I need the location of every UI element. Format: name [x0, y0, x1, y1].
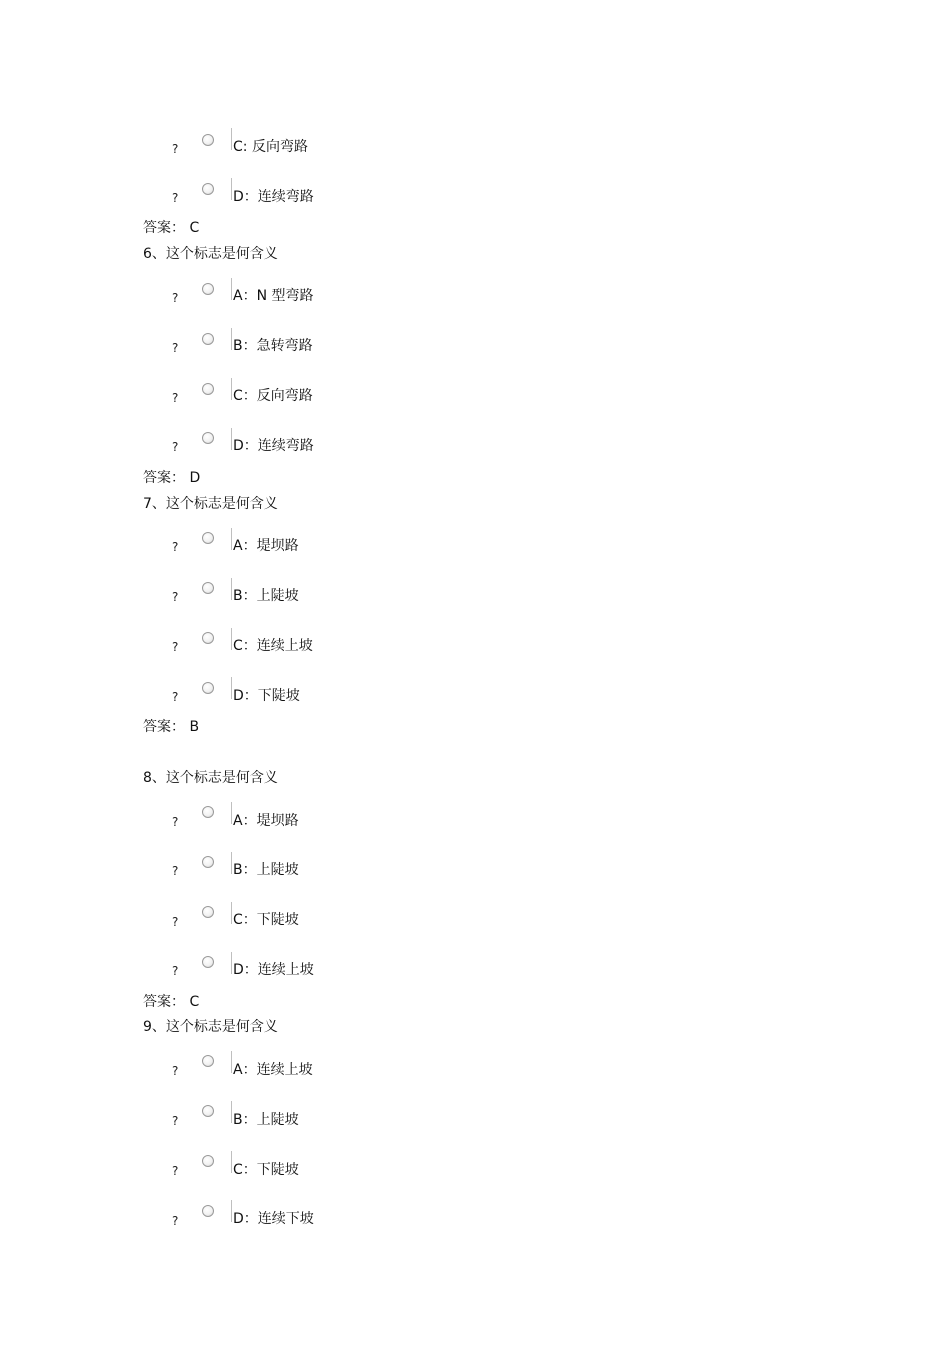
radio-button[interactable]	[202, 333, 214, 345]
option-label: D：连续上坡	[233, 962, 314, 978]
question-title: 6、这个标志是何含义	[143, 246, 278, 262]
radio-button[interactable]	[202, 432, 214, 444]
radio-button[interactable]	[202, 183, 214, 195]
option-label: A：N 型弯路	[233, 288, 314, 304]
question-title: 9、这个标志是何含义	[143, 1019, 278, 1035]
radio-button[interactable]	[202, 582, 214, 594]
option-divider	[231, 328, 232, 350]
radio-button[interactable]	[202, 1205, 214, 1217]
option-label: D：连续弯路	[233, 438, 314, 454]
option-bullet: ?	[172, 1064, 179, 1078]
answer-line: 答案： C	[143, 994, 200, 1010]
option-divider	[231, 578, 232, 600]
radio-button[interactable]	[202, 682, 214, 694]
option-label: C: 反向弯路	[233, 139, 308, 155]
option-bullet: ?	[172, 1164, 179, 1178]
option-label: B：上陡坡	[233, 1112, 299, 1128]
radio-button[interactable]	[202, 632, 214, 644]
option-divider	[231, 1051, 232, 1073]
radio-button[interactable]	[202, 806, 214, 818]
option-divider	[231, 952, 232, 974]
radio-button[interactable]	[202, 1055, 214, 1067]
option-bullet: ?	[172, 391, 179, 405]
radio-button[interactable]	[202, 283, 214, 295]
option-bullet: ?	[172, 291, 179, 305]
option-label: A：堤坝路	[233, 813, 299, 829]
option-bullet: ?	[172, 440, 179, 454]
option-divider	[231, 528, 232, 550]
option-bullet: ?	[172, 540, 179, 554]
option-label: D：连续弯路	[233, 189, 314, 205]
answer-line: 答案： B	[143, 719, 200, 735]
radio-button[interactable]	[202, 1105, 214, 1117]
radio-button[interactable]	[202, 532, 214, 544]
option-bullet: ?	[172, 915, 179, 929]
option-divider	[231, 628, 232, 650]
option-label: B：上陡坡	[233, 588, 299, 604]
option-bullet: ?	[172, 1214, 179, 1228]
answer-line: 答案： D	[143, 470, 201, 486]
radio-button[interactable]	[202, 1155, 214, 1167]
option-label: C：下陡坡	[233, 912, 299, 928]
option-divider	[231, 1151, 232, 1173]
option-bullet: ?	[172, 191, 179, 205]
option-bullet: ?	[172, 1114, 179, 1128]
option-divider	[231, 378, 232, 400]
option-divider	[231, 178, 232, 200]
radio-button[interactable]	[202, 856, 214, 868]
radio-button[interactable]	[202, 383, 214, 395]
option-label: D：下陡坡	[233, 688, 300, 704]
option-divider	[231, 677, 232, 699]
option-bullet: ?	[172, 142, 179, 156]
option-divider	[231, 802, 232, 824]
question-title: 8、这个标志是何含义	[143, 770, 278, 786]
option-label: A：堤坝路	[233, 538, 299, 554]
option-bullet: ?	[172, 864, 179, 878]
option-bullet: ?	[172, 815, 179, 829]
option-divider	[231, 278, 232, 300]
option-divider	[231, 128, 232, 150]
option-label: C：连续上坡	[233, 638, 313, 654]
option-bullet: ?	[172, 590, 179, 604]
radio-button[interactable]	[202, 906, 214, 918]
option-divider	[231, 1200, 232, 1222]
option-label: B：急转弯路	[233, 338, 313, 354]
option-divider	[231, 428, 232, 450]
answer-line: 答案： C	[143, 220, 200, 236]
option-label: B：上陡坡	[233, 862, 299, 878]
option-label: D：连续下坡	[233, 1211, 314, 1227]
option-bullet: ?	[172, 640, 179, 654]
option-bullet: ?	[172, 690, 179, 704]
option-label: C：下陡坡	[233, 1162, 299, 1178]
radio-button[interactable]	[202, 956, 214, 968]
option-divider	[231, 902, 232, 924]
option-label: A：连续上坡	[233, 1062, 313, 1078]
option-label: C：反向弯路	[233, 388, 313, 404]
radio-button[interactable]	[202, 134, 214, 146]
option-divider	[231, 852, 232, 874]
question-title: 7、这个标志是何含义	[143, 496, 278, 512]
option-divider	[231, 1101, 232, 1123]
option-bullet: ?	[172, 341, 179, 355]
option-bullet: ?	[172, 964, 179, 978]
